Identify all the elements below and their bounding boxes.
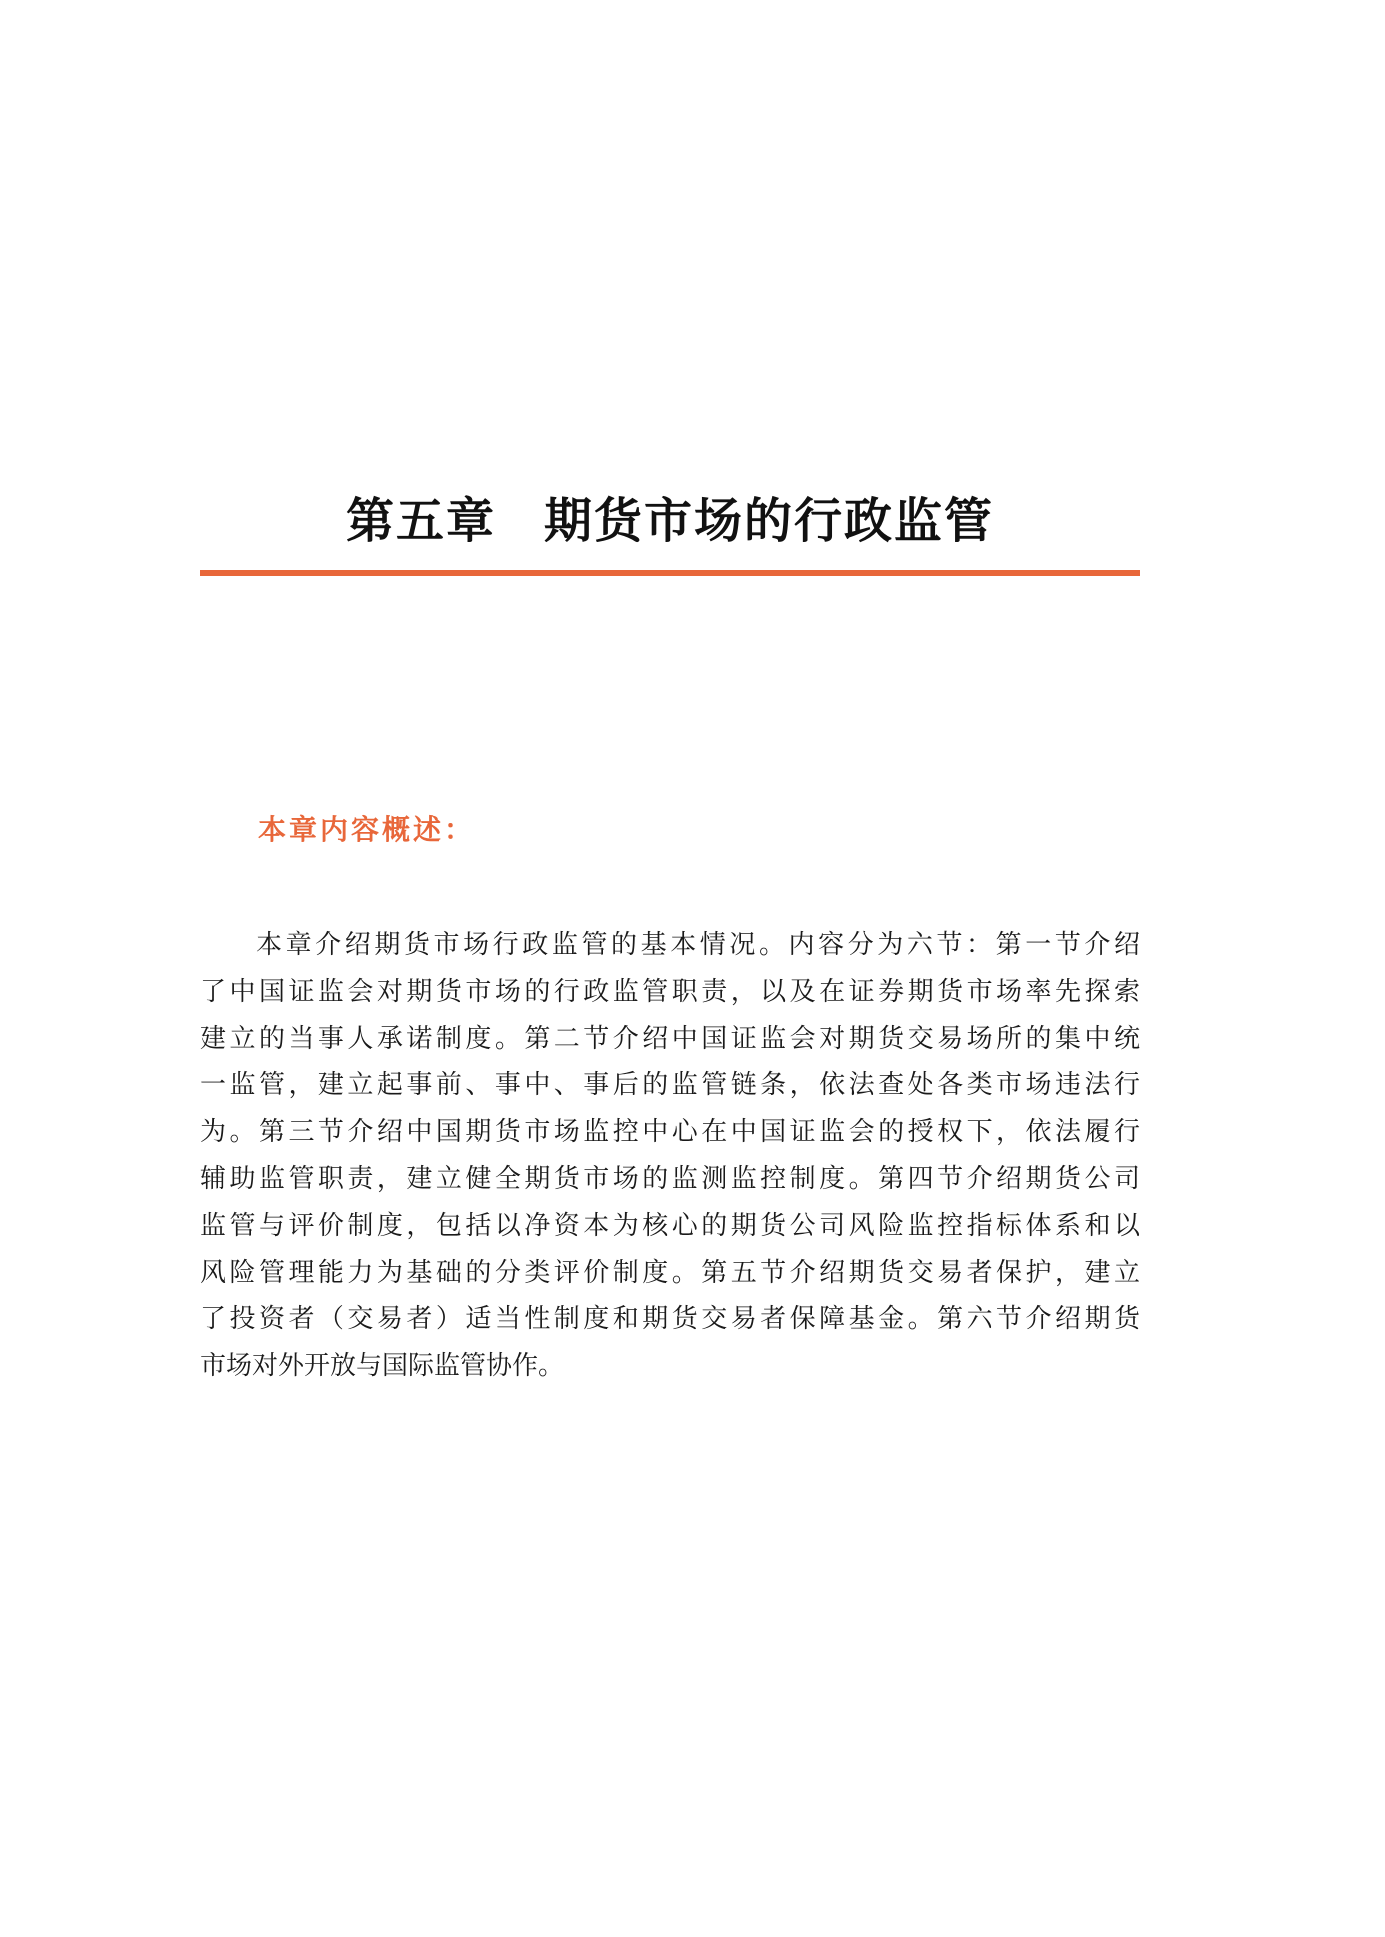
paragraph-line: 本章介绍期货市场行政监管的基本情况。内容分为六节：第一节介绍 [256,930,1140,960]
chapter-title [200,482,1140,551]
paragraph-line: 一监管，建立起事前、事中、事后的监管链条，依法查处各类市场违法行 [200,1070,1140,1101]
paragraph-line: 了中国证监会对期货市场的行政监管职责，以及在证券期货市场率先探索 [200,976,1140,1007]
paragraph-line: 风险管理能力为基础的分类评价制度。第五节介绍期货交易者保护，建立 [200,1257,1140,1288]
overview-paragraph [200,922,1140,1390]
chapter-number: 第五章 [345,493,496,549]
paragraph-line: 市场对外开放与国际监管协作。 [200,1351,565,1382]
paragraph-line: 为。第三节介绍中国期货市场监控中心在中国证监会的授权下，依法履行 [200,1117,1140,1148]
paragraph-line: 了投资者（交易者）适当性制度和期货交易者保障基金。第六节介绍期货 [200,1304,1140,1335]
overview-heading: 本章内容概述： [258,813,476,846]
title-underline [200,570,1140,576]
paragraph-line: 辅助监管职责，建立健全期货市场的监测监控制度。第四节介绍期货公司 [200,1163,1140,1194]
chapter-title-text: 期货市场的行政监管 [544,493,995,549]
paragraph-line: 监管与评价制度，包括以净资本为核心的期货公司风险监控指标体系和以 [200,1210,1140,1241]
paragraph-line: 建立的当事人承诺制度。第二节介绍中国证监会对期货交易场所的集中统 [200,1023,1140,1054]
